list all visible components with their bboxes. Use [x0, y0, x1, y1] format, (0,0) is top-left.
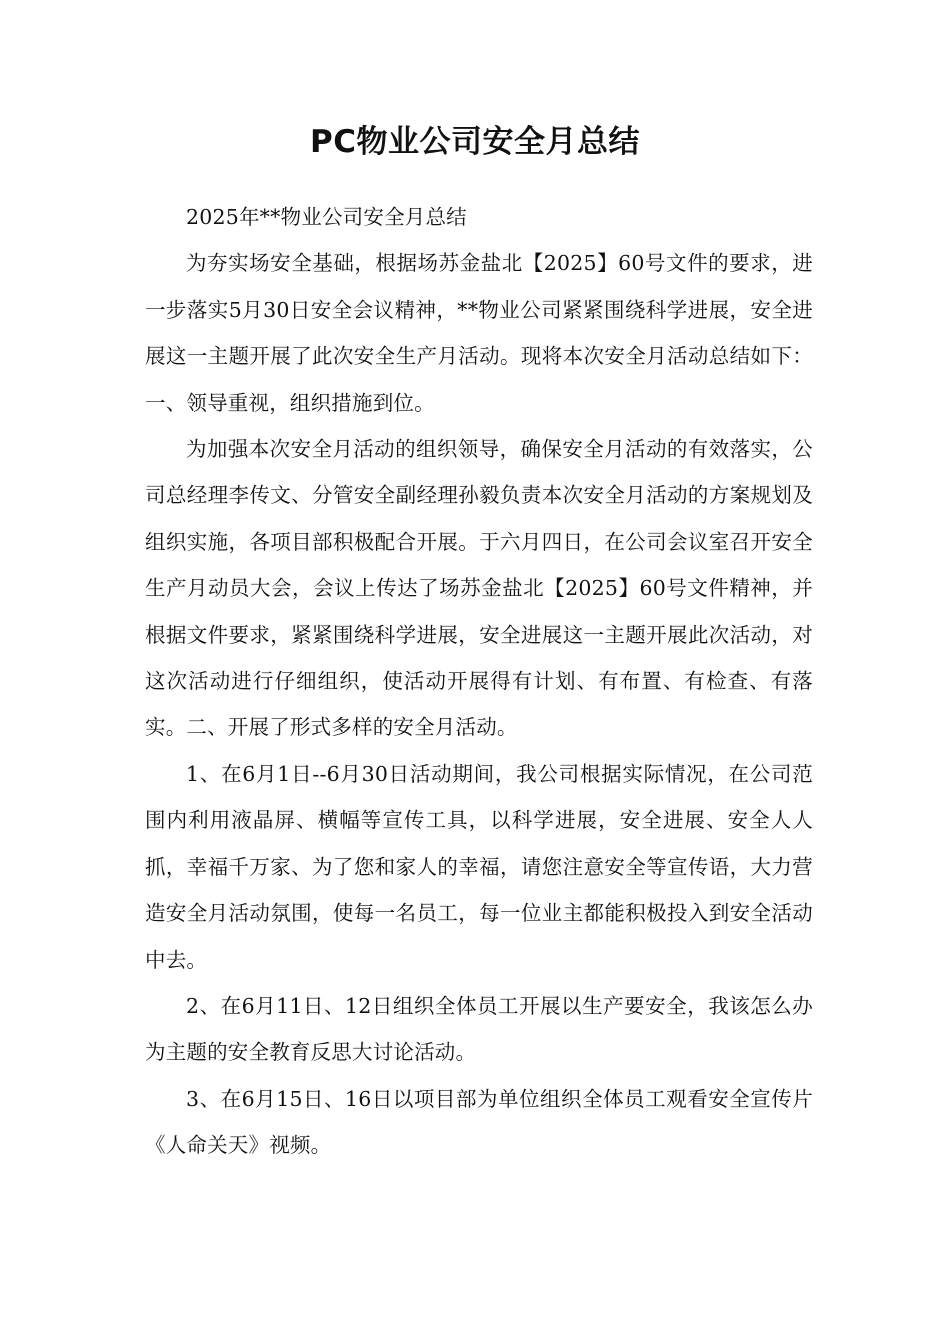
document-body [145, 194, 813, 1169]
document-title: PC物业公司安全月总结 [310, 124, 640, 160]
paragraph-intro: 为夯实场安全基础，根据场苏金盐北【2025】60号文件的要求，进一步落实5月30日安全会议精神，**物业公司紧紧围绕科学进展，安全进展这一主题开展了此次安全生产月活动。现将本次安全月活动总结如下：一、领导重视，组织措施到位。 [145, 251, 813, 415]
document-subtitle: 2025年**物业公司安全月总结 [186, 205, 467, 229]
paragraph-item-1: 1、在6月1日--6月30日活动期间，我公司根据实际情况，在公司范围内利用液晶屏、横幅等宣传工具，以科学进展，安全进展、安全人人抓，幸福千万家、为了您和家人的幸福，请您注意安全等宣传语，大力营造安全月活动氛围，使每一名员工，每一位业主都能积极投入到安全活动中去。 [145, 761, 813, 972]
paragraph-leadership: 为加强本次安全月活动的组织领导，确保安全月活动的有效落实，公司总经理李传文、分管安全副经理孙毅负责本次安全月活动的方案规划及组织实施，各项目部积极配合开展。于六月四日，在公司会议室召开安全生产月动员大会，会议上传达了场苏金盐北【2025】60号文件精神，并根据文件要求，紧紧围绕科学进展，安全进展这一主题开展此次活动，对这次活动进行仔细组织，使活动开展得有计划、有布置、有检查、有落实。二、开展了形式多样的安全月活动。 [145, 437, 813, 740]
paragraph-item-2: 2、在6月11日、12日组织全体员工开展以生产要安全，我该怎么办为主题的安全教育反思大讨论活动。 [145, 993, 813, 1065]
paragraph-item-3: 3、在6月15日、16日以项目部为单位组织全体员工观看安全宣传片《人命关天》视频。 [145, 1086, 813, 1158]
